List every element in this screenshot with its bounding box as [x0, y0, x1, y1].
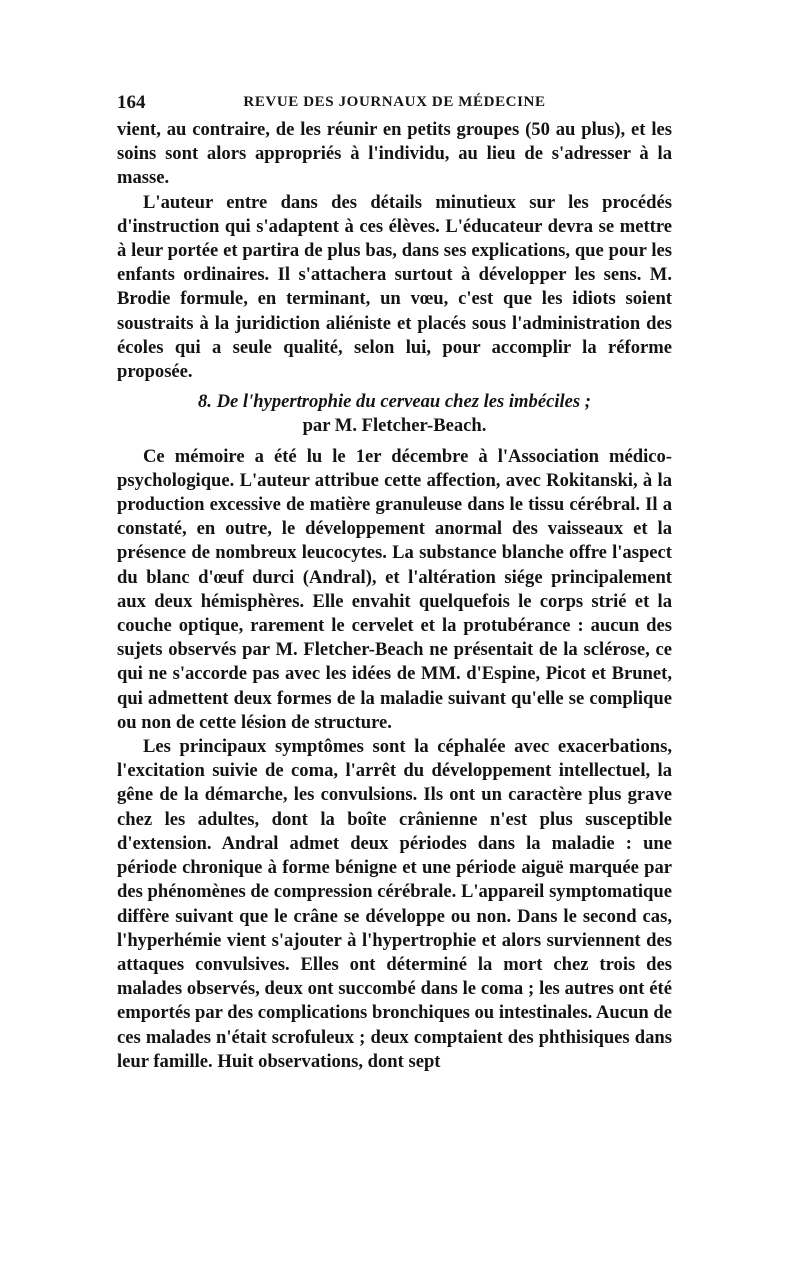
- paragraph: L'auteur entre dans des détails minutieux sur les procédés d'instruction qui s'adaptent à ces élèves. L'éducateur devra se mettre à leur portée et partira de plus bas, dans ses explications, que pour les enfants ordinaires. Il s'attachera surtout à développer les sens. M. Brodie formule, en terminant, un vœu, c'est que les idiots soient soustraits à la juridiction aliéniste et placés sous l'administration des écoles qui a seule qualité, selon lui, pour accomplir la réforme proposée.: [117, 191, 672, 383]
- book-page: [117, 92, 672, 1074]
- paragraph: Ce mémoire a été lu le 1er décembre à l'Association médico-psychologique. L'auteur attribue cette affection, avec Rokitanski, à la production excessive de matière granuleuse dans le tissu cérébral. Il a constaté, en outre, le développement anormal des vaisseaux et la présence de nombreux leucocytes. La substance blanche offre l'aspect du blanc d'œuf durci (Andral), et l'altération siége principalement aux deux hémisphères. Elle envahit quelquefois le corps strié et la couche optique, rarement le cervelet et la protubérance : aucun des sujets observés par M. Fletcher-Beach ne présentait de la sclérose, ce qui ne s'accorde pas avec les idées de MM. d'Espine, Picot et Brunet, qui admettent deux formes de la maladie suivant qu'elle se complique ou non de cette lésion de structure.: [117, 445, 672, 733]
- paragraph: Les principaux symptômes sont la céphalée avec exacerbations, l'excitation suivie de coma, l'arrêt du développement intellectuel, la gêne de la démarche, les convulsions. Ils ont un caractère plus grave chez les adultes, dont la boîte crânienne n'est plus susceptible d'extension. Andral admet deux périodes dans la maladie : une période chronique à forme bénigne et une période aiguë marquée par des phénomènes de compression cérébrale. L'appareil symptomatique diffère suivant que le crâne se développe ou non. Dans le second cas, l'hyperhémie vient s'ajouter à l'hypertrophie et alors surviennent des attaques convulsives. Elles ont déterminé la mort chez trois des malades observés, deux ont succombé dans le coma ; les autres ont été emportés par des complications bronchiques ou intestinales. Aucun de ces malades n'était scrofuleux ; deux comptaient des phthisiques dans leur famille. Huit observations, dont sept: [117, 736, 672, 1072]
- section-heading: [117, 390, 672, 438]
- section-title: 8. De l'hypertrophie du cerveau chez les imbéciles ;: [198, 391, 591, 413]
- paragraph: vient, au contraire, de les réunir en petits groupes (50 au plus), et les soins sont alors appropriés à l'individu, au lieu de s'adresser à la masse.: [117, 119, 672, 189]
- text-block-after: [117, 445, 672, 1074]
- running-title: REVUE DES JOURNAUX DE MÉDECINE: [243, 94, 546, 110]
- section-byline: par M. Fletcher-Beach.: [302, 415, 487, 437]
- page-header: [117, 92, 672, 118]
- page-number: 164: [117, 92, 146, 113]
- text-block-before: [117, 118, 672, 384]
